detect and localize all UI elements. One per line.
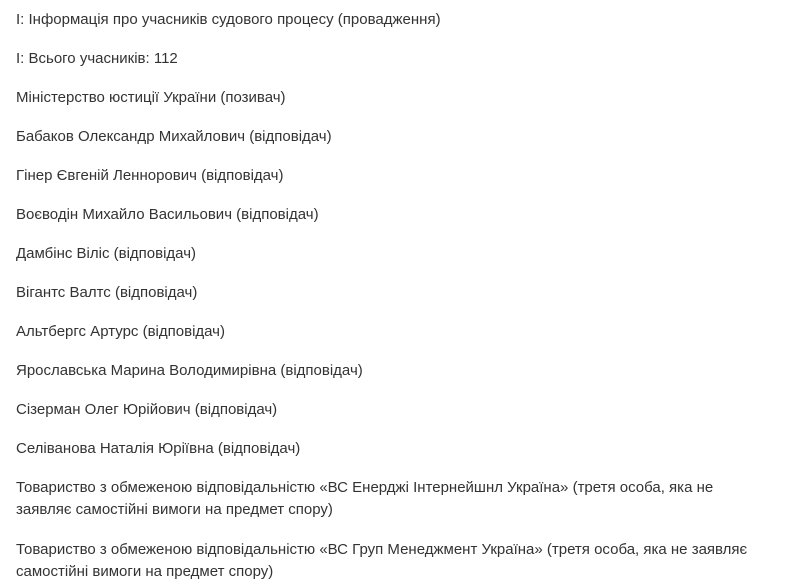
list-item: Воєводін Михайло Васильович (відповідач) [16,206,319,223]
list-item: Гінер Євгеній Леннорович (відповідач) [16,167,284,184]
participants-list [16,87,770,583]
list-item: Ярославська Марина Володимирівна (відповідач) [16,362,363,379]
list-item: Бабаков Олександр Михайлович (відповідач) [16,128,332,145]
list-item: Селіванова Наталія Юріївна (відповідач) [16,440,301,457]
list-item: Міністерство юстиції України (позивач) [16,89,286,106]
section-title: І: Інформація про учасників судового процесу (провадження) [16,11,441,28]
list-item: Вігантс Валтс (відповідач) [16,284,198,301]
list-item: Дамбінс Віліс (відповідач) [16,245,196,262]
list-item: Альтбергс Артурс (відповідач) [16,323,225,340]
list-item: Сізерман Олег Юрійович (відповідач) [16,401,278,418]
list-item: Товариство з обмеженою відповідальністю «ВС Енерджі Інтернейшнл Україна» (третя особа, яка не заявляє самостійні вимоги на предмет спору) [16,479,714,518]
total-participants: І: Всього учасників: 112 [16,50,178,67]
list-item: Товариство з обмеженою відповідальністю «ВС Груп Менеджмент Україна» (третя особа, яка не заявляє самостійні вимоги на предмет спору) [16,541,748,580]
